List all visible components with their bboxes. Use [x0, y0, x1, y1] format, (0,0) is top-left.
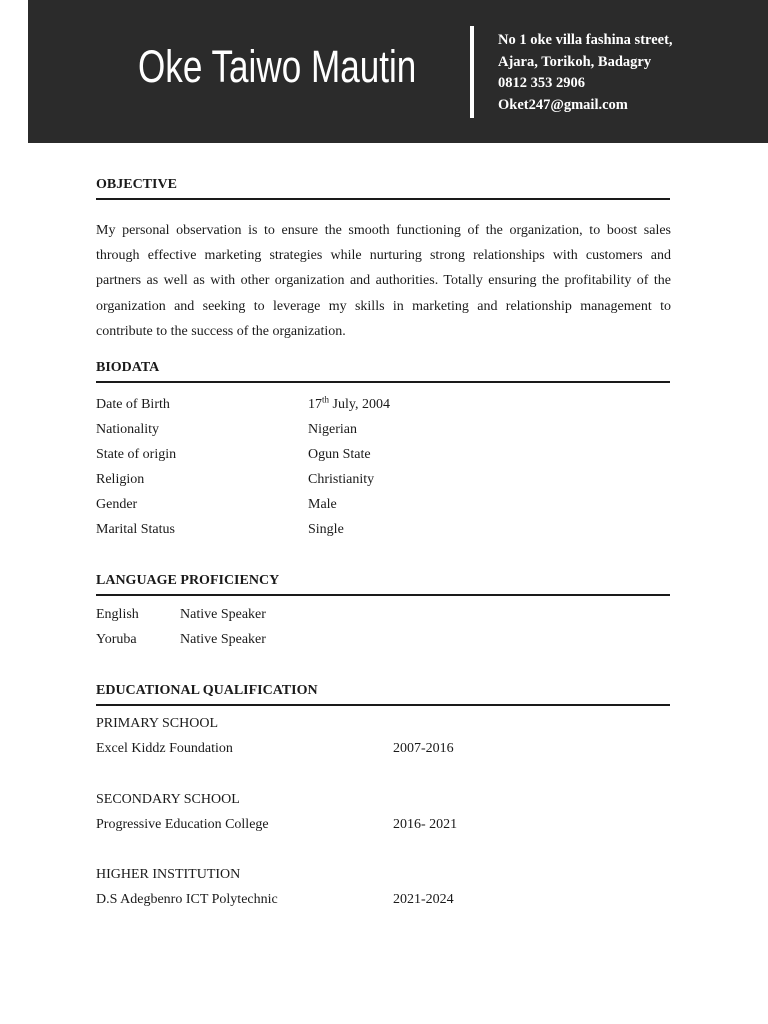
biodata-label: State of origin — [96, 447, 177, 462]
header-divider — [470, 26, 474, 118]
address-line-1: No 1 oke villa fashina street, — [498, 32, 673, 48]
language-level: Native Speaker — [180, 632, 266, 647]
contact-info — [498, 30, 748, 116]
education-level: SECONDARY SCHOOL — [96, 792, 240, 807]
biodata-label: Marital Status — [96, 522, 175, 537]
biodata-label: Religion — [96, 472, 145, 487]
biodata-heading: BIODATA — [96, 359, 670, 383]
education-level: PRIMARY SCHOOL — [96, 716, 219, 731]
birth-day: 17 — [308, 397, 322, 412]
address-line-2: Ajara, Torikoh, Badagry — [498, 53, 652, 70]
biodata-value: Nigerian — [308, 422, 357, 437]
biodata-value: Male — [308, 497, 337, 512]
objective-text: My personal observation is to ensure the smooth functioning of the organization, to boost sales through effective marketing strategies while nurturing strong relationships with customers and partners as well as with other organization and authorities. Totally ensuring the profitability of the organization and seeking to leverage my skills in marketing and relationship management to contribute to the success of the organization. — [96, 223, 671, 339]
objective-heading: OBJECTIVE — [96, 176, 670, 200]
biodata-label: Nationality — [96, 422, 159, 437]
biodata-label: Gender — [96, 497, 138, 512]
birth-month-year: July, 2004 — [329, 397, 390, 412]
school-years: 2021-2024 — [393, 892, 454, 907]
school-years: 2007-2016 — [393, 741, 454, 756]
school-name: Excel Kiddz Foundation — [96, 741, 233, 756]
school-name: Progressive Education College — [96, 817, 269, 832]
candidate-name: Oke Taiwo Mautin — [138, 41, 417, 92]
biodata-value — [308, 396, 390, 414]
biodata-label: Date of Birth — [96, 397, 170, 412]
language-name: Yoruba — [96, 632, 137, 647]
biodata-value: Single — [308, 522, 344, 537]
language-name: English — [96, 607, 139, 622]
language-heading: LANGUAGE PROFICIENCY — [96, 572, 670, 596]
biodata-value: Christianity — [308, 472, 375, 487]
header-banner — [28, 0, 768, 143]
school-years: 2016- 2021 — [393, 817, 458, 832]
birth-day-suffix: th — [322, 394, 330, 405]
email-address: Oket247@gmail.com — [498, 96, 628, 113]
language-level: Native Speaker — [180, 607, 266, 622]
education-heading: EDUCATIONAL QUALIFICATION — [96, 682, 670, 706]
phone-number: 0812 353 2906 — [498, 75, 585, 91]
education-level: HIGHER INSTITUTION — [96, 867, 241, 882]
school-name: D.S Adegbenro ICT Polytechnic — [96, 892, 278, 907]
biodata-value: Ogun State — [308, 447, 371, 462]
